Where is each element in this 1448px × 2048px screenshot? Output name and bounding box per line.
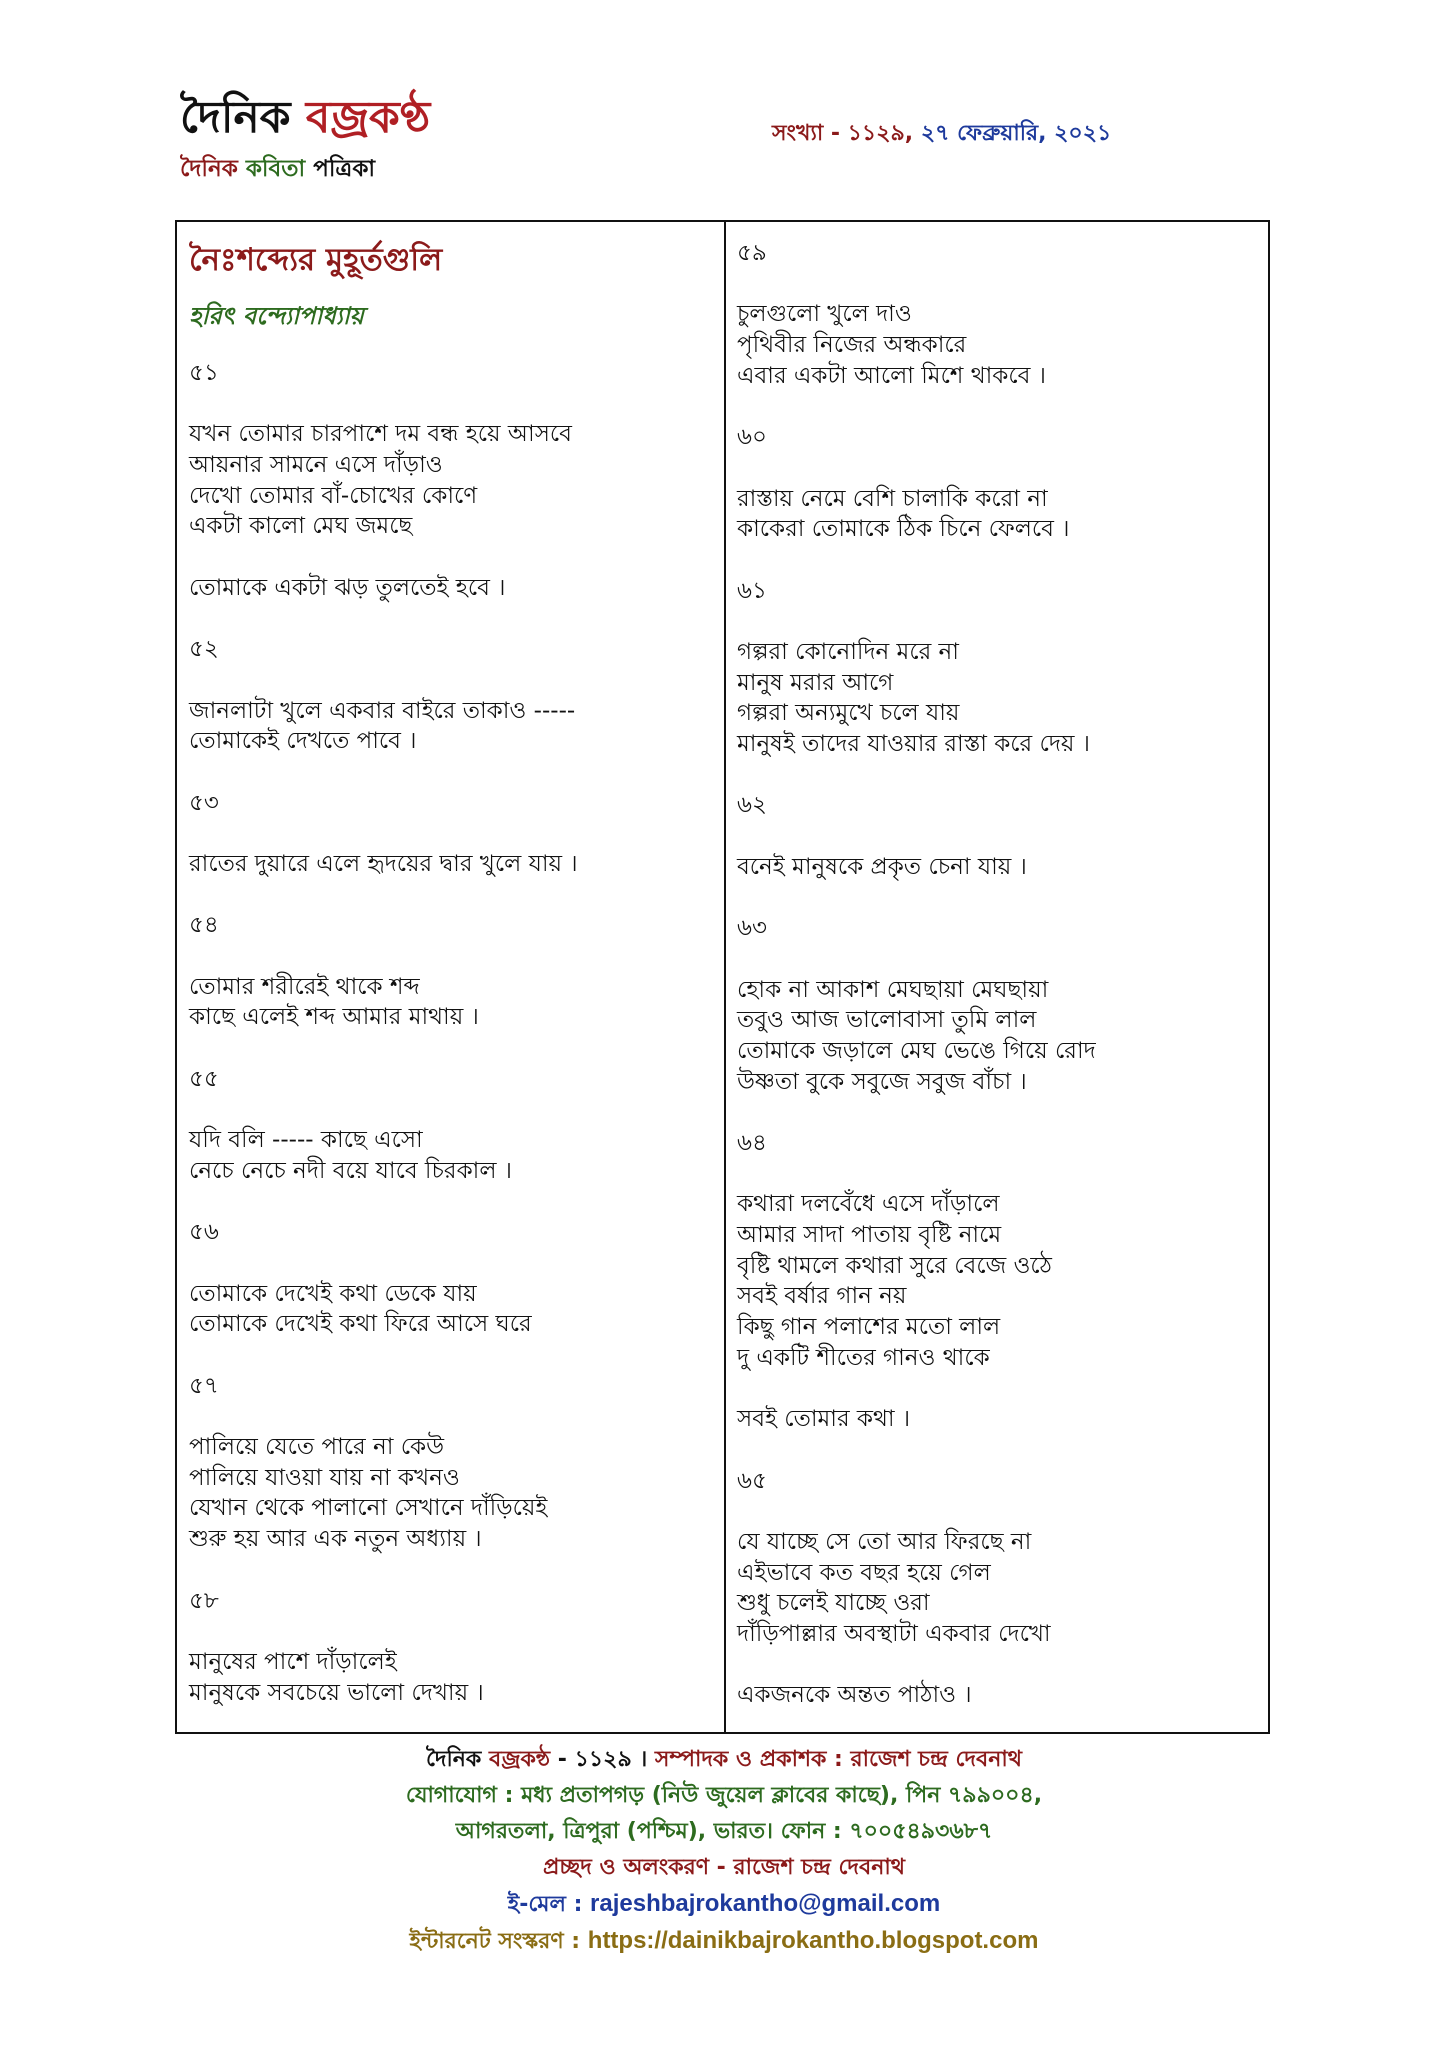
stanza-spacer xyxy=(189,665,709,696)
stanza-spacer xyxy=(737,453,1257,484)
stanza-number: ৬৩ xyxy=(737,915,767,942)
masthead xyxy=(180,88,430,189)
poem-title: নৈঃশব্দ্যের মুহূর্তগুলি xyxy=(189,242,443,278)
footer-contact-city: আগরতলা, ত্রিপুরা (পশ্চিম), ভারত। ফোন : ৭০০৫৪৯৩৬৮৭ xyxy=(455,1819,993,1844)
stanza-spacer xyxy=(189,880,709,911)
poem-line: আয়নার সামনে এসে দাঁড়াও xyxy=(189,452,443,479)
tagline-part-2: কবিতা xyxy=(245,156,306,182)
stanza-spacer xyxy=(737,1435,1257,1466)
footer-cover-credit: প্রচ্ছদ ও অলংকরণ - রাজেশ চন্দ্র দেবনাথ xyxy=(543,1855,905,1880)
poem-line: যদি বলি ----- কাছে এসো xyxy=(189,1127,423,1154)
poem-line: বৃষ্টি থামলে কথারা সুরে বেজে ওঠে xyxy=(737,1252,1052,1279)
poem-line: পৃথিবীর নিজের অন্ধকারে xyxy=(737,332,967,359)
stanza-number: ৬১ xyxy=(737,577,767,604)
right-column xyxy=(737,238,1257,1711)
masthead-tagline xyxy=(180,150,430,189)
footer-web-link[interactable]: https://dainikbajrokantho.blogspot.com xyxy=(587,1927,1039,1954)
poem-line: দু একটি শীতের গানও থাকে xyxy=(737,1344,990,1371)
stanza-spacer xyxy=(189,1187,709,1218)
poem-line: তবুও আজ ভালোবাসা তুমি লাল xyxy=(737,1007,1037,1034)
poem-line: তোমাকে দেখেই কথা ডেকে যায় xyxy=(189,1280,477,1307)
poem-line: একজনকে অন্তত পাঠাও । xyxy=(737,1682,972,1709)
stanza-number: ৫৫ xyxy=(189,1065,219,1092)
stanza-spacer xyxy=(189,542,709,573)
footer xyxy=(0,1742,1448,1960)
stanza-number: ৫২ xyxy=(189,636,219,663)
poem-line: তোমাকে জড়ালে মেঘ ভেঙে গিয়ে রোদ xyxy=(737,1037,1096,1064)
left-column xyxy=(189,238,709,1708)
stanza-number: ৫৪ xyxy=(189,912,219,939)
poem-line: মানুষ মরার আগে xyxy=(737,669,894,696)
stanza-spacer xyxy=(737,1097,1257,1128)
poem-line: কিছু গান পলাশের মতো লাল xyxy=(737,1314,1001,1341)
stanza-spacer xyxy=(189,1095,709,1126)
stanza-spacer xyxy=(737,1159,1257,1190)
issue-info xyxy=(772,116,1111,153)
right-stanza-list xyxy=(737,238,1257,1711)
stanza-spacer xyxy=(189,1555,709,1586)
stanza-number: ৫৯ xyxy=(737,240,767,266)
stanza-spacer xyxy=(737,545,1257,576)
poem-line: নেচে নেচে নদী বয়ে যাবে চিরকাল । xyxy=(189,1157,513,1184)
issue-number: সংখ্যা - ১১২৯, xyxy=(772,121,914,146)
stanza-number: ৫৩ xyxy=(189,789,219,816)
stanza-spacer xyxy=(737,944,1257,975)
footer-name-1: দৈনিক xyxy=(426,1747,482,1772)
stanza-spacer xyxy=(189,389,709,420)
poem-line: শুরু হয় আর এক নতুন অধ্যায় । xyxy=(189,1526,482,1553)
poem-line: যখন তোমার চারপাশে দম বন্ধ হয়ে আসবে xyxy=(189,421,572,448)
poem-line: মানুষই তাদের যাওয়ার রাস্তা করে দেয় । xyxy=(737,731,1091,757)
poem-line: চুলগুলো খুলে দাও xyxy=(737,301,912,328)
poem-line: উষ্ণতা বুকে সবুজে সবুজ বাঁচা । xyxy=(737,1068,1027,1095)
stanza-spacer xyxy=(737,1650,1257,1681)
tagline-part-3: পত্রিকা xyxy=(313,156,376,182)
stanza-spacer xyxy=(189,1248,709,1279)
poem-line: একটা কালো মেঘ জমছে xyxy=(189,513,413,540)
stanza-spacer xyxy=(189,604,709,635)
poem-line: যে যাচ্ছে সে তো আর ফিরছে না xyxy=(737,1528,1032,1555)
poem-line: দাঁড়িপাল্লার অবস্থাটা একবার দেখো xyxy=(737,1620,1051,1647)
stanza-number: ৬২ xyxy=(737,792,767,819)
footer-web-label: ইন্টারনেট সংস্করণ : xyxy=(409,1929,581,1954)
logo-word-dainik: দৈনিক xyxy=(180,92,291,143)
stanza-spacer xyxy=(737,606,1257,637)
poem-line: পালিয়ে যেতে পারে না কেউ xyxy=(189,1434,445,1461)
poem-line: গল্পরা অন্যমুখে চলে যায় xyxy=(737,700,960,727)
poem-line: যেখান থেকে পালানো সেখানে দাঁড়িয়েই xyxy=(189,1495,548,1522)
footer-contact-address: যোগাযোগ : মধ্য প্রতাপগড় (নিউ জুয়েল ক্লাবের কাছে), পিন ৭৯৯০০৪, xyxy=(405,1783,1043,1808)
poem-line: কাছে এলেই শব্দ আমার মাথায় । xyxy=(189,1004,479,1031)
newspaper-logo xyxy=(180,88,430,148)
footer-email-label: ই-মেল : xyxy=(507,1892,583,1917)
footer-email-link[interactable]: rajeshbajrokantho@gmail.com xyxy=(590,1890,941,1917)
poem-frame xyxy=(175,220,1270,1734)
poem-line: আমার সাদা পাতায় বৃষ্টি নামে xyxy=(737,1222,1002,1248)
stanza-number: ৬০ xyxy=(737,424,767,451)
stanza-spacer xyxy=(737,882,1257,913)
stanza-spacer xyxy=(737,391,1257,422)
stanza-spacer xyxy=(189,1033,709,1064)
stanza-number: ৫৭ xyxy=(189,1372,219,1399)
poem-line: গল্পরা কোনোদিন মরে না xyxy=(737,638,959,665)
poem-line: মানুষের পাশে দাঁড়ালেই xyxy=(189,1648,397,1675)
stanza-number: ৫৮ xyxy=(189,1587,219,1614)
stanza-spacer xyxy=(737,760,1257,791)
logo-word-bajrokantho: বজ্রকণ্ঠ xyxy=(305,92,431,143)
stanza-spacer xyxy=(737,269,1257,300)
footer-line-1 xyxy=(0,1742,1448,1778)
stanza-number: ৬৫ xyxy=(737,1467,767,1494)
stanza-spacer xyxy=(737,1373,1257,1404)
stanza-spacer xyxy=(189,818,709,849)
poem-line: তোমার শরীরেই থাকে শব্দ xyxy=(189,973,420,1000)
stanza-spacer xyxy=(737,1496,1257,1527)
poem-author: হরিৎ বন্দ্যোপাধ্যায় xyxy=(189,302,364,330)
poem-line: রাস্তায় নেমে বেশি চালাকি করো না xyxy=(737,485,1048,512)
stanza-number: ৬৪ xyxy=(737,1129,767,1156)
poem-line: সবই বর্ষার গান নয় xyxy=(737,1283,907,1310)
poem-line: জানলাটা খুলে একবার বাইরে তাকাও ----- xyxy=(189,697,576,724)
footer-editor: সম্পাদক ও প্রকাশক : রাজেশ চন্দ্র দেবনাথ xyxy=(654,1747,1022,1772)
stanza-spacer xyxy=(189,1401,709,1432)
stanza-spacer xyxy=(737,821,1257,852)
poem-line: তোমাকেই দেখতে পাবে । xyxy=(189,728,417,755)
footer-name-2: বজ্রকন্ঠ xyxy=(488,1747,551,1772)
poem-line: দেখো তোমার বাঁ-চোখের কোণে xyxy=(189,482,478,509)
poem-line: বনেই মানুষকে প্রকৃত চেনা যায় । xyxy=(737,853,1027,880)
footer-email-row xyxy=(0,1886,1448,1923)
poem-line: রাতের দুয়ারে এলে হৃদয়ের দ্বার খুলে যায় । xyxy=(189,851,578,877)
poem-line: তোমাকে দেখেই কথা ফিরে আসে ঘরে xyxy=(189,1311,532,1338)
stanza-number: ৫৬ xyxy=(189,1219,219,1246)
stanza-number: ৫১ xyxy=(189,360,219,386)
poem-line: কাকেরা তোমাকে ঠিক চিনে ফেলবে । xyxy=(737,516,1070,543)
stanza-spacer xyxy=(189,941,709,972)
stanza-spacer xyxy=(189,1340,709,1371)
stanza-spacer xyxy=(189,1616,709,1647)
issue-date: ২৭ ফেব্রুয়ারি, ২০২১ xyxy=(920,121,1112,146)
footer-web-row xyxy=(0,1923,1448,1960)
poem-line: হোক না আকাশ মেঘছায়া মেঘছায়া xyxy=(737,976,1049,1003)
tagline-part-1: দৈনিক xyxy=(180,156,238,182)
poem-line: কথারা দলবেঁধে এসে দাঁড়ালে xyxy=(737,1191,1000,1218)
poem-line: পালিয়ে যাওয়া যায় না কখনও xyxy=(189,1464,460,1491)
poem-line: তোমাকে একটা ঝড় তুলতেই হবে । xyxy=(189,574,506,601)
footer-issue: - ১১২৯ । xyxy=(557,1747,648,1772)
poem-line: এবার একটা আলো মিশে থাকবে । xyxy=(737,362,1046,389)
poem-line: শুধু চলেই যাচ্ছে ওরা xyxy=(737,1590,930,1617)
poem-line: মানুষকে সবচেয়ে ভালো দেখায় । xyxy=(189,1679,484,1706)
stanza-spacer xyxy=(189,757,709,788)
left-stanza-list xyxy=(189,358,709,1708)
column-divider xyxy=(724,222,726,1732)
poem-line: এইভাবে কত বছর হয়ে গেল xyxy=(737,1559,991,1586)
poem-line: সবই তোমার কথা । xyxy=(737,1406,911,1433)
